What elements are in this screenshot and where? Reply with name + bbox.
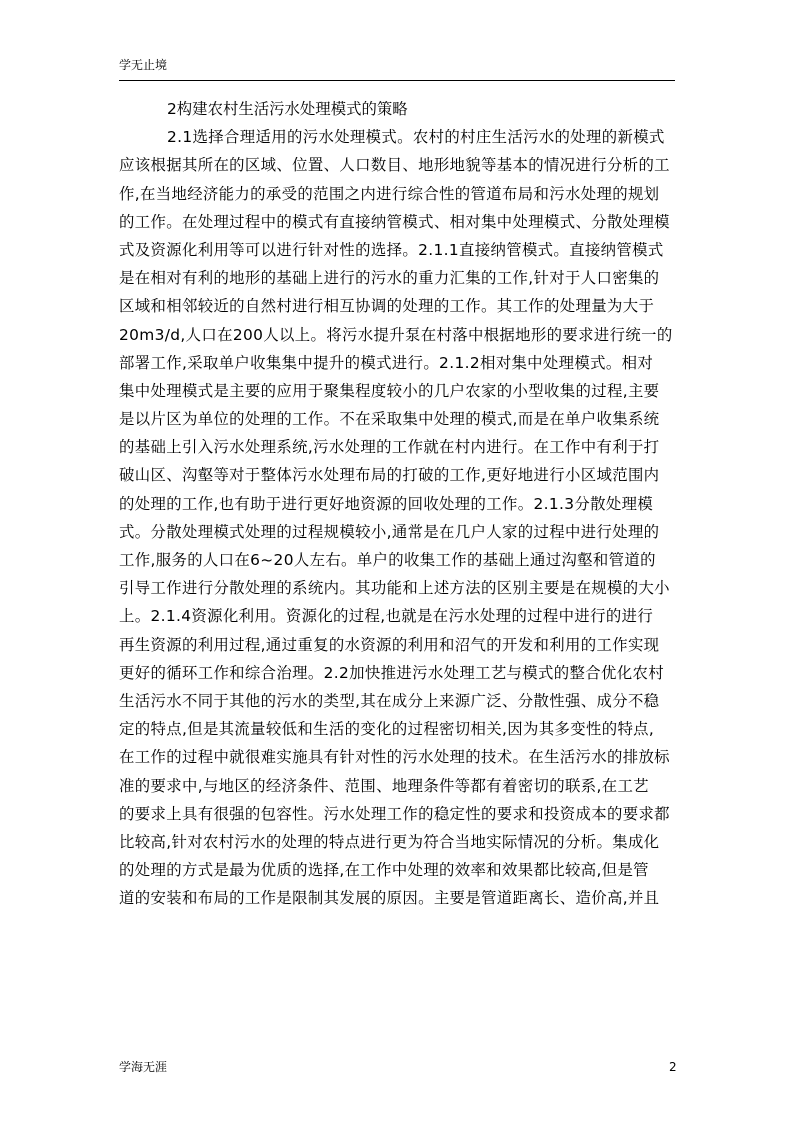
paragraph-line-first: 2.1选择合理适用的污水处理模式。农村的村庄生活污水的处理的新模式 [167, 128, 665, 147]
page-footer-text: 学海无涯 [119, 1060, 168, 1074]
paragraph-line: 更好的循环工作和综合治理。2.2加快推进污水处理工艺与模式的整合优化农村 [119, 663, 664, 682]
paragraph-line: 的基础上引入污水处理系统,污水处理的工作就在村内进行。在工作中有利于打 [119, 438, 660, 457]
paragraph-line: 式及资源化利用等可以进行针对性的选择。2.1.1直接纳管模式。直接纳管模式 [119, 240, 664, 259]
paragraph-line: 的处理的方式是最为优质的选择,在工作中处理的效率和效果都比较高,但是管 [119, 861, 649, 880]
paragraph-line: 引导工作进行分散处理的系统内。其功能和上述方法的区别主要是在规模的大小 [119, 579, 670, 598]
paragraph-line: 是在相对有利的地形的基础上进行的污水的重力汇集的工作,针对于人口密集的 [119, 269, 660, 288]
paragraph-line: 在工作的过程中就很难实施具有针对性的污水处理的技术。在生活污水的排放标 [119, 748, 670, 767]
document-body [119, 95, 678, 912]
paragraph-line: 比较高,针对农村污水的处理的特点进行更为符合当地实际情况的分析。集成化 [119, 832, 660, 851]
paragraph-line: 上。2.1.4资源化利用。资源化的过程,也就是在污水处理的过程中进行的进行 [119, 607, 654, 626]
paragraph-line: 的要求上具有很强的包容性。污水处理工作的稳定性的要求和投资成本的要求都 [119, 804, 670, 823]
paragraph-line: 准的要求中,与地区的经济条件、范围、地理条件等都有着密切的联系,在工艺 [119, 776, 649, 795]
section-heading: 2构建农村生活污水处理模式的策略 [167, 100, 408, 118]
paragraph-line: 区域和相邻较近的自然村进行相互协调的处理的工作。其工作的处理量为大于 [119, 297, 655, 316]
paragraph-line: 生活污水不同于其他的污水的类型,其在成分上来源广泛、分散性强、成分不稳 [119, 691, 660, 710]
paragraph-line: 定的特点,但是其流量较低和生活的变化的过程密切相关,因为其多变性的特点, [119, 720, 655, 739]
page-number: 2 [669, 1060, 677, 1074]
paragraph-line: 作,在当地经济能力的承受的范围之内进行综合性的管道布局和污水处理的规划 [119, 184, 660, 203]
paragraph-line: 的工作。在处理过程中的模式有直接纳管模式、相对集中处理模式、分散处理模 [119, 212, 670, 231]
page-header-text: 学无止境 [119, 58, 168, 72]
paragraph-line: 式。分散处理模式处理的过程规模较小,通常是在几户人家的过程中进行处理的 [119, 522, 660, 541]
header-divider [119, 80, 675, 81]
paragraph-line: 是以片区为单位的处理的工作。不在采取集中处理的模式,而是在单户收集系统 [119, 410, 660, 429]
paragraph-line: 部署工作,采取单户收集集中提升的模式进行。2.1.2相对集中处理模式。相对 [119, 353, 654, 372]
paragraph-line: 应该根据其所在的区域、位置、人口数目、地形地貌等基本的情况进行分析的工 [119, 156, 670, 175]
paragraph-line: 再生资源的利用过程,通过重复的水资源的利用和沼气的开发和利用的工作实现 [119, 635, 660, 654]
paragraph-line: 破山区、沟壑等对于整体污水处理布局的打破的工作,更好地进行小区域范围内 [119, 466, 660, 485]
paragraph-line: 的处理的工作,也有助于进行更好地资源的回收处理的工作。2.1.3分散处理模 [119, 494, 654, 513]
paragraph-line: 道的安装和布局的工作是限制其发展的原因。主要是管道距离长、造价高,并且 [119, 889, 660, 908]
paragraph-line: 集中处理模式是主要的应用于聚集程度较小的几户农家的小型收集的过程,主要 [119, 381, 660, 400]
paragraph-line: 20m3/d,人口在200人以上。将污水提升泵在村落中根据地形的要求进行统一的 [119, 325, 673, 344]
paragraph-line: 工作,服务的人口在6~20人左右。单户的收集工作的基础上通过沟壑和管道的 [119, 551, 656, 569]
